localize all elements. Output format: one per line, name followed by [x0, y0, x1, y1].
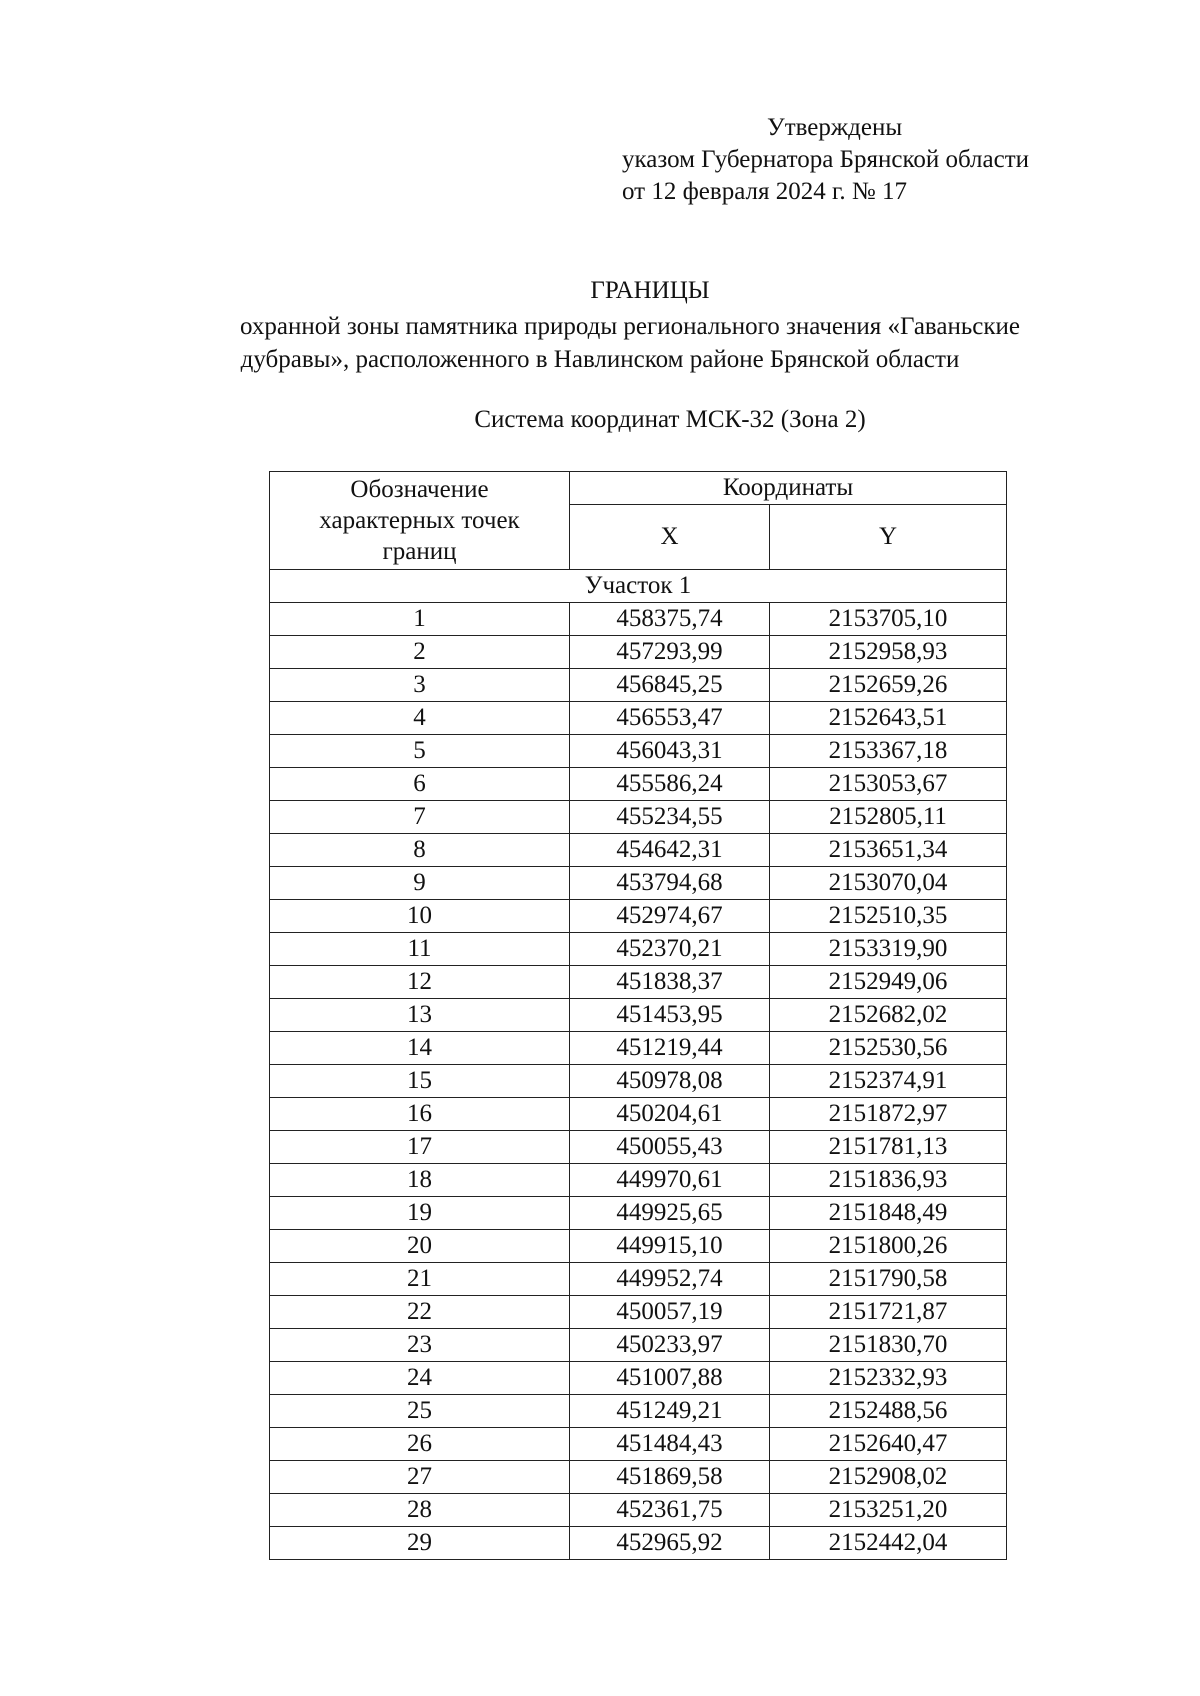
point-number-cell: 9: [270, 867, 570, 900]
x-coordinate-cell: 458375,74: [570, 603, 770, 636]
y-coordinate-cell: 2152332,93: [770, 1362, 1007, 1395]
y-coordinate-cell: 2152510,35: [770, 900, 1007, 933]
y-coordinate-cell: 2152949,06: [770, 966, 1007, 999]
y-coordinate-cell: 2152374,91: [770, 1065, 1007, 1098]
y-coordinate-cell: 2151800,26: [770, 1230, 1007, 1263]
table-row: [270, 834, 1007, 867]
header-designation-line: границ: [382, 538, 457, 565]
table-row: [270, 768, 1007, 801]
table-row: [270, 1527, 1007, 1560]
table-row: [270, 1131, 1007, 1164]
header-coordinates: Координаты: [570, 472, 1007, 505]
header-point-designation: [270, 472, 570, 570]
x-coordinate-cell: 450055,43: [570, 1131, 770, 1164]
y-coordinate-cell: 2152805,11: [770, 801, 1007, 834]
x-coordinate-cell: 450057,19: [570, 1296, 770, 1329]
table-row: [270, 966, 1007, 999]
approval-block: [622, 112, 1029, 208]
point-number-cell: 7: [270, 801, 570, 834]
table-row: [270, 900, 1007, 933]
point-number-cell: 18: [270, 1164, 570, 1197]
header-x: X: [570, 505, 770, 570]
point-number-cell: 17: [270, 1131, 570, 1164]
section-row: Участок 1: [270, 570, 1007, 603]
table-row: [270, 1461, 1007, 1494]
point-number-cell: 14: [270, 1032, 570, 1065]
point-number-cell: 2: [270, 636, 570, 669]
x-coordinate-cell: 449952,74: [570, 1263, 770, 1296]
table-row: [270, 1164, 1007, 1197]
x-coordinate-cell: 451007,88: [570, 1362, 770, 1395]
point-number-cell: 21: [270, 1263, 570, 1296]
approval-authority: указом Губернатора Брянской области: [622, 146, 1030, 173]
y-coordinate-cell: 2152530,56: [770, 1032, 1007, 1065]
subtitle-line-2: дубравы», расположенного в Навлинском районе Брянской области: [240, 346, 960, 373]
y-coordinate-cell: 2153319,90: [770, 933, 1007, 966]
x-coordinate-cell: 456845,25: [570, 669, 770, 702]
point-number-cell: 20: [270, 1230, 570, 1263]
document-subtitle: [150, 310, 1110, 376]
y-coordinate-cell: 2151781,13: [770, 1131, 1007, 1164]
coordinates-table: [269, 471, 1007, 1560]
table-row: [270, 1065, 1007, 1098]
point-number-cell: 8: [270, 834, 570, 867]
x-coordinate-cell: 451453,95: [570, 999, 770, 1032]
x-coordinate-cell: 453794,68: [570, 867, 770, 900]
point-number-cell: 5: [270, 735, 570, 768]
y-coordinate-cell: 2152682,02: [770, 999, 1007, 1032]
table-row: [270, 1197, 1007, 1230]
point-number-cell: 29: [270, 1527, 570, 1560]
point-number-cell: 25: [270, 1395, 570, 1428]
x-coordinate-cell: 449915,10: [570, 1230, 770, 1263]
x-coordinate-cell: 454642,31: [570, 834, 770, 867]
x-coordinate-cell: 450204,61: [570, 1098, 770, 1131]
y-coordinate-cell: 2151721,87: [770, 1296, 1007, 1329]
point-number-cell: 26: [270, 1428, 570, 1461]
y-coordinate-cell: 2152442,04: [770, 1527, 1007, 1560]
table-row: [270, 603, 1007, 636]
table-row: [270, 636, 1007, 669]
x-coordinate-cell: 450978,08: [570, 1065, 770, 1098]
header-y: Y: [770, 505, 1007, 570]
table-row: [270, 1032, 1007, 1065]
point-number-cell: 6: [270, 768, 570, 801]
x-coordinate-cell: 456043,31: [570, 735, 770, 768]
table-row: [270, 1230, 1007, 1263]
table-row: [270, 801, 1007, 834]
x-coordinate-cell: 452974,67: [570, 900, 770, 933]
y-coordinate-cell: 2152640,47: [770, 1428, 1007, 1461]
table-row: [270, 735, 1007, 768]
table-row: [270, 1263, 1007, 1296]
table-row: [270, 1395, 1007, 1428]
point-number-cell: 3: [270, 669, 570, 702]
point-number-cell: 13: [270, 999, 570, 1032]
y-coordinate-cell: 2153367,18: [770, 735, 1007, 768]
x-coordinate-cell: 451838,37: [570, 966, 770, 999]
y-coordinate-cell: 2151790,58: [770, 1263, 1007, 1296]
table-row: [270, 999, 1007, 1032]
table-row: [270, 702, 1007, 735]
x-coordinate-cell: 451869,58: [570, 1461, 770, 1494]
point-number-cell: 19: [270, 1197, 570, 1230]
coordinate-system-label: Система координат МСК-32 (Зона 2): [474, 406, 866, 433]
x-coordinate-cell: 451219,44: [570, 1032, 770, 1065]
x-coordinate-cell: 452361,75: [570, 1494, 770, 1527]
point-number-cell: 1: [270, 603, 570, 636]
header-designation-line: характерных точек: [319, 507, 520, 534]
x-coordinate-cell: 451484,43: [570, 1428, 770, 1461]
y-coordinate-cell: 2153705,10: [770, 603, 1007, 636]
table-row: [270, 1296, 1007, 1329]
y-coordinate-cell: 2152908,02: [770, 1461, 1007, 1494]
point-number-cell: 27: [270, 1461, 570, 1494]
x-coordinate-cell: 452965,92: [570, 1527, 770, 1560]
point-number-cell: 22: [270, 1296, 570, 1329]
point-number-cell: 28: [270, 1494, 570, 1527]
x-coordinate-cell: 455586,24: [570, 768, 770, 801]
table-row: [270, 1098, 1007, 1131]
document-heading: ГРАНИЦЫ: [590, 277, 710, 304]
y-coordinate-cell: 2152659,26: [770, 669, 1007, 702]
header-designation-line: Обозначение: [350, 476, 489, 503]
table-row: [270, 867, 1007, 900]
point-number-cell: 24: [270, 1362, 570, 1395]
x-coordinate-cell: 452370,21: [570, 933, 770, 966]
x-coordinate-cell: 449925,65: [570, 1197, 770, 1230]
x-coordinate-cell: 451249,21: [570, 1395, 770, 1428]
table-row: [270, 669, 1007, 702]
point-number-cell: 16: [270, 1098, 570, 1131]
point-number-cell: 10: [270, 900, 570, 933]
x-coordinate-cell: 455234,55: [570, 801, 770, 834]
table-row: [270, 1494, 1007, 1527]
subtitle-line-1: охранной зоны памятника природы регионального значения «Гаваньские: [240, 313, 1020, 340]
approval-title: Утверждены: [767, 114, 903, 141]
point-number-cell: 23: [270, 1329, 570, 1362]
x-coordinate-cell: 450233,97: [570, 1329, 770, 1362]
y-coordinate-cell: 2152643,51: [770, 702, 1007, 735]
table-row: [270, 1428, 1007, 1461]
y-coordinate-cell: 2151872,97: [770, 1098, 1007, 1131]
table-row: [270, 1362, 1007, 1395]
table-row: [270, 933, 1007, 966]
point-number-cell: 12: [270, 966, 570, 999]
table-row: [270, 1329, 1007, 1362]
y-coordinate-cell: 2153053,67: [770, 768, 1007, 801]
point-number-cell: 4: [270, 702, 570, 735]
y-coordinate-cell: 2153251,20: [770, 1494, 1007, 1527]
point-number-cell: 15: [270, 1065, 570, 1098]
y-coordinate-cell: 2152488,56: [770, 1395, 1007, 1428]
approval-date-number: от 12 февраля 2024 г. № 17: [622, 178, 908, 205]
y-coordinate-cell: 2152958,93: [770, 636, 1007, 669]
y-coordinate-cell: 2151848,49: [770, 1197, 1007, 1230]
x-coordinate-cell: 457293,99: [570, 636, 770, 669]
x-coordinate-cell: 456553,47: [570, 702, 770, 735]
point-number-cell: 11: [270, 933, 570, 966]
y-coordinate-cell: 2153070,04: [770, 867, 1007, 900]
y-coordinate-cell: 2151830,70: [770, 1329, 1007, 1362]
x-coordinate-cell: 449970,61: [570, 1164, 770, 1197]
y-coordinate-cell: 2153651,34: [770, 834, 1007, 867]
y-coordinate-cell: 2151836,93: [770, 1164, 1007, 1197]
